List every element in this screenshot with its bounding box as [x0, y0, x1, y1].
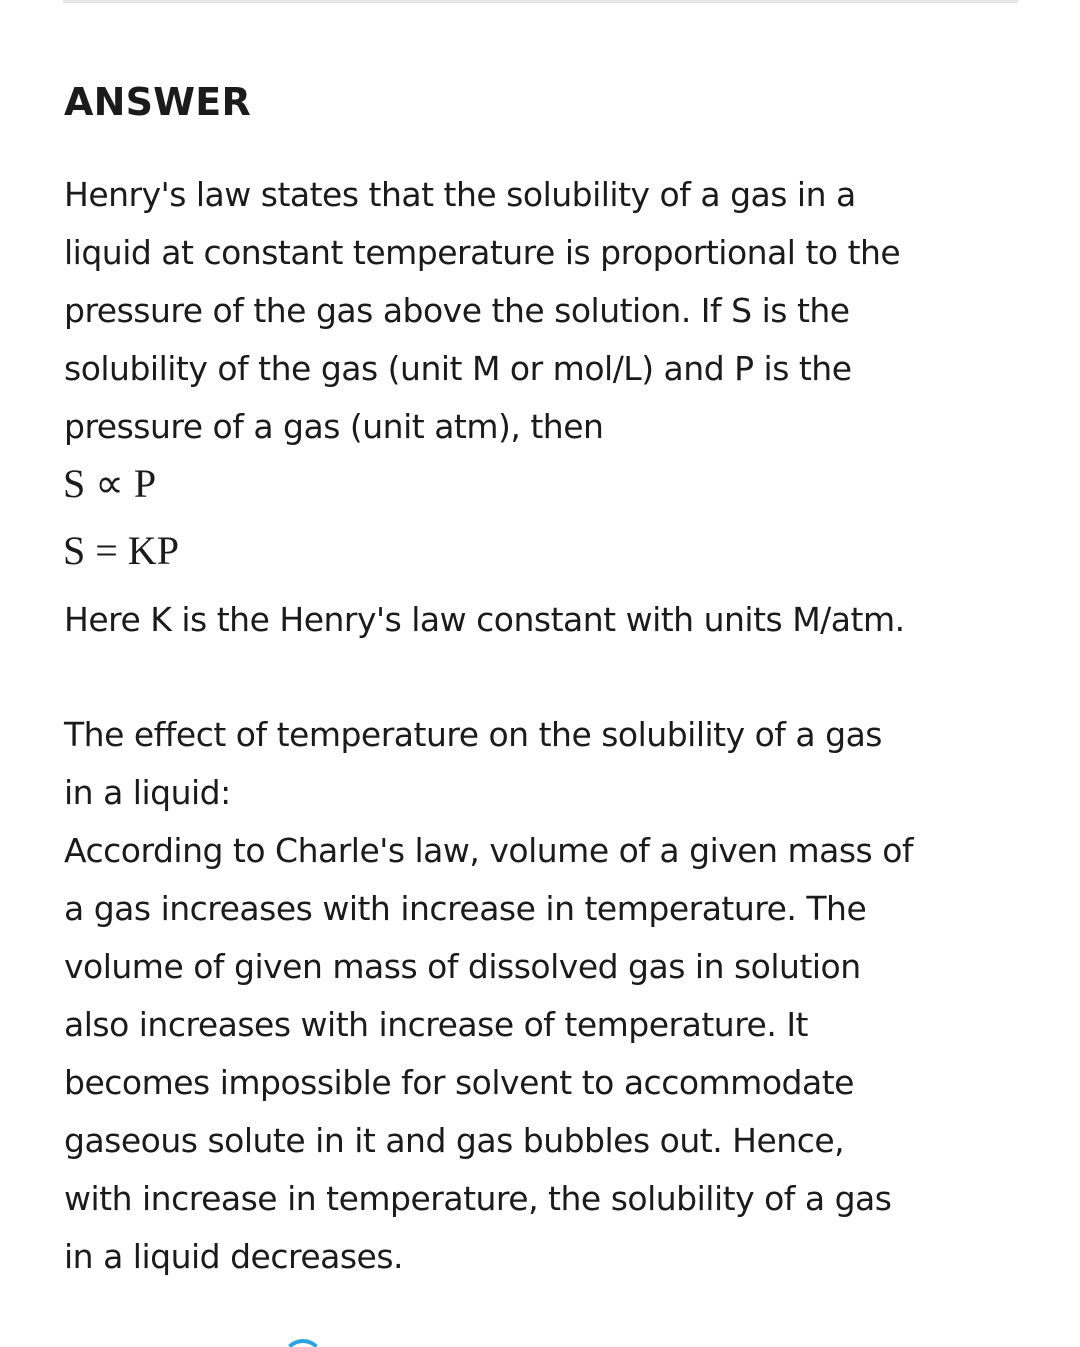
top-divider [63, 0, 1018, 3]
paragraph-line: in a liquid decreases. [64, 1237, 404, 1276]
paragraph-line: gaseous solute in it and gas bubbles out. Hence, [64, 1121, 845, 1160]
loading-spinner-icon [282, 1339, 324, 1347]
paragraph-line: solubility of the gas (unit M or mol/L) and P is the [64, 349, 852, 388]
temperature-effect-paragraph [64, 706, 1024, 1286]
paragraph-line: The effect of temperature on the solubility of a gas [64, 715, 882, 754]
paragraph-line: volume of given mass of dissolved gas in solution [64, 947, 861, 986]
paragraph-line: Henry's law states that the solubility of a gas in a [64, 175, 856, 214]
equation-proportional: S ∝ P [63, 461, 157, 506]
paragraph-line: liquid at constant temperature is proportional to the [64, 233, 901, 272]
paragraph-line: According to Charle's law, volume of a given mass of [64, 831, 914, 870]
henry-constant-paragraph [64, 591, 1024, 649]
paragraph-line: a gas increases with increase in temperature. The [64, 889, 867, 928]
paragraph-line: becomes impossible for solvent to accommodate [64, 1063, 854, 1102]
paragraph-line: Here K is the Henry's law constant with units M/atm. [64, 600, 905, 639]
paragraph-line: pressure of a gas (unit atm), then [64, 407, 604, 446]
henry-law-paragraph [64, 166, 1024, 456]
paragraph-line: with increase in temperature, the solubility of a gas [64, 1179, 892, 1218]
paragraph-line: pressure of the gas above the solution. If S is the [64, 291, 850, 330]
equation-henry-law: S = KP [63, 528, 179, 573]
paragraph-line: also increases with increase of temperature. It [64, 1005, 808, 1044]
paragraph-line: in a liquid: [64, 773, 231, 812]
answer-heading: ANSWER [64, 80, 251, 124]
